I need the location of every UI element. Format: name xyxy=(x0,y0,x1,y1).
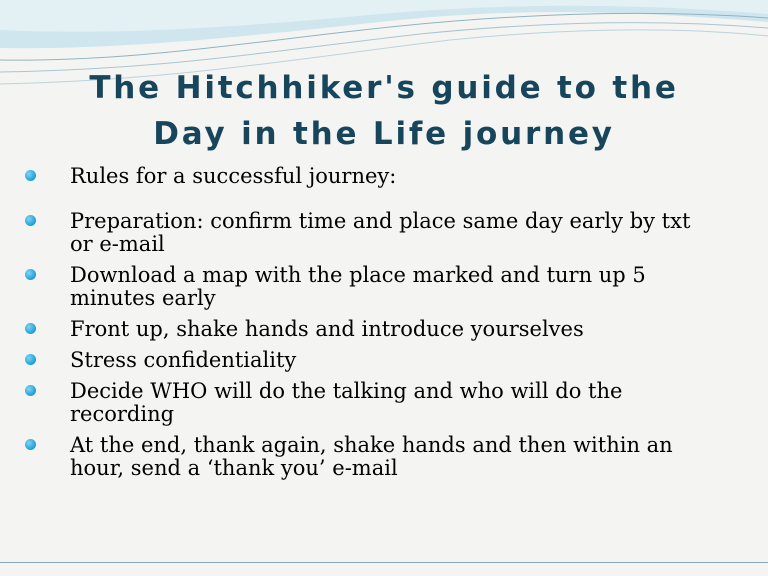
bullet-icon xyxy=(25,215,36,226)
bullet-text xyxy=(70,434,742,480)
bullet-text xyxy=(70,318,742,341)
slide-title-line-1: The Hitchhiker's guide to the xyxy=(89,69,679,106)
bullet-line: Front up, shake hands and introduce yourselves xyxy=(70,317,584,341)
bullet-item-preparation xyxy=(22,210,742,256)
bullet-line: Stress confidentiality xyxy=(70,348,297,372)
slide-title xyxy=(40,65,728,157)
bullet-list xyxy=(22,165,742,480)
bullet-icon xyxy=(25,354,36,365)
bullet-line: hour, send a ‘thank you’ e-mail xyxy=(70,456,398,480)
bullet-line: or e-mail xyxy=(70,232,165,256)
bullet-line: Rules for a successful journey: xyxy=(70,164,397,188)
bullet-item-rules xyxy=(22,165,742,188)
bullet-text xyxy=(70,380,742,426)
bullet-item-front-up xyxy=(22,318,742,341)
bullet-item-download-map xyxy=(22,264,742,310)
bullet-item-thank-you xyxy=(22,434,742,480)
bullet-text xyxy=(70,165,742,188)
bullet-item-confidentiality xyxy=(22,349,742,372)
bullet-item-decide-who xyxy=(22,380,742,426)
bullet-text xyxy=(70,264,742,310)
bullet-line: Decide WHO will do the talking and who will do the xyxy=(70,379,623,403)
slide-title-line-2: Day in the Life journey xyxy=(153,115,615,152)
bullet-text xyxy=(70,349,742,372)
bullet-icon xyxy=(25,170,36,181)
bullet-icon xyxy=(25,439,36,450)
bullet-line: Download a map with the place marked and turn up 5 xyxy=(70,263,646,287)
bullet-line: At the end, thank again, shake hands and then within an xyxy=(70,433,673,457)
bullet-line: minutes early xyxy=(70,286,216,310)
bullet-icon xyxy=(25,269,36,280)
bullet-icon xyxy=(25,323,36,334)
footer-divider xyxy=(0,562,768,563)
bullet-text xyxy=(70,210,742,256)
bullet-line: Preparation: confirm time and place same day early by txt xyxy=(70,209,691,233)
bullet-line: recording xyxy=(70,402,175,426)
bullet-icon xyxy=(25,385,36,396)
